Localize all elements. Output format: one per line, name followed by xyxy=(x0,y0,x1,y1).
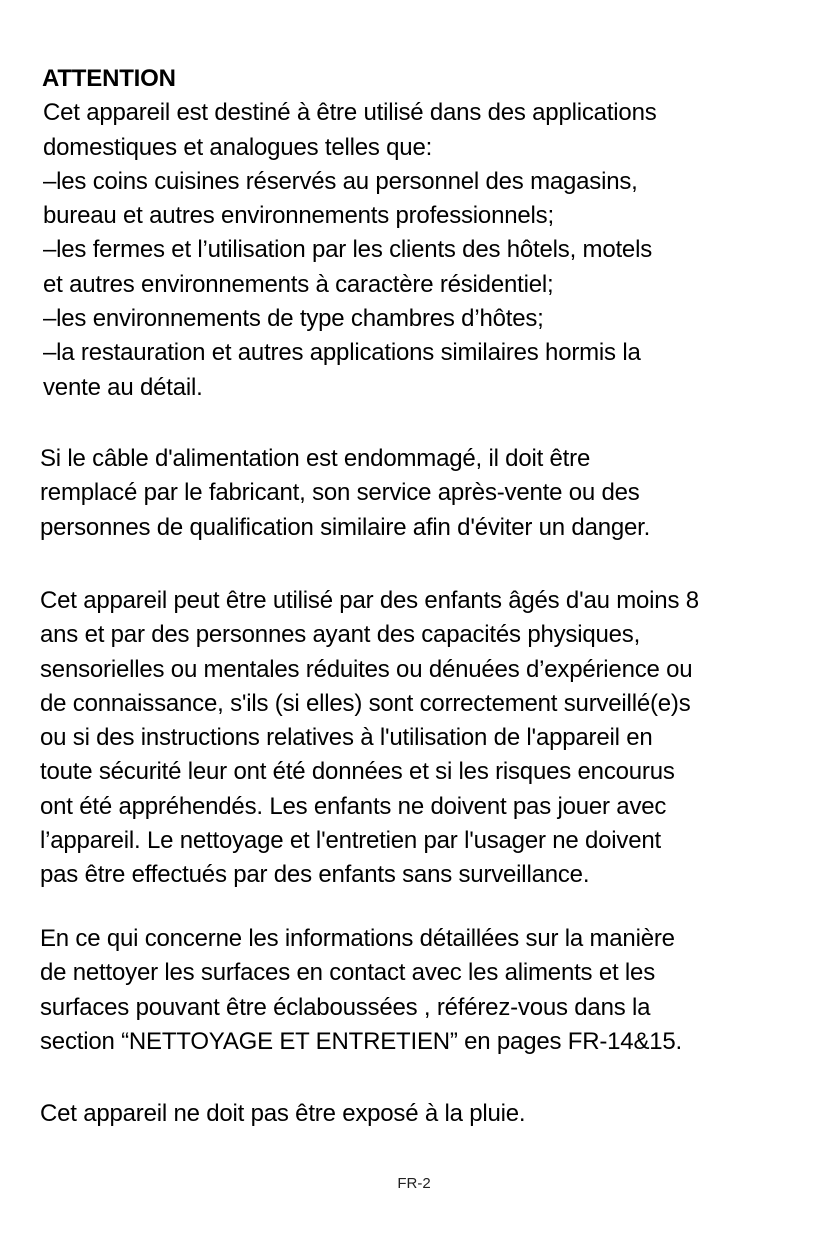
cable-warning-line: personnes de qualification similaire afin d'éviter un danger. xyxy=(40,513,651,541)
rain-warning xyxy=(40,1097,820,1131)
children-warning-line: pas être effectués par des enfants sans surveillance. xyxy=(40,861,590,889)
attention-line: –la restauration et autres applications similaires hormis la xyxy=(43,339,641,367)
cleaning-info xyxy=(40,922,820,1059)
attention-heading: ATTENTION xyxy=(42,65,176,92)
cleaning-info-line: section “NETTOYAGE ET ENTRETIEN” en pages FR-14&15. xyxy=(40,1027,683,1055)
children-warning-line: ou si des instructions relatives à l'utilisation de l'appareil en xyxy=(40,724,653,752)
children-warning-line: ont été appréhendés. Les enfants ne doivent pas jouer avec xyxy=(40,792,667,820)
power-cable-warning xyxy=(40,442,820,545)
attention-line: bureau et autres environnements professionnels; xyxy=(43,202,554,230)
cable-warning-line: remplacé par le fabricant, son service après-vente ou des xyxy=(40,479,640,507)
children-warning-line: l’appareil. Le nettoyage et l'entretien par l'usager ne doivent xyxy=(40,827,661,855)
cleaning-info-line: de nettoyer les surfaces en contact avec les aliments et les xyxy=(40,959,655,987)
attention-line: vente au détail. xyxy=(43,373,203,401)
children-safety-warning xyxy=(40,584,820,893)
attention-line: –les coins cuisines réservés au personnel des magasins, xyxy=(43,167,638,195)
children-warning-line: de connaissance, s'ils (si elles) sont correctement surveillé(e)s xyxy=(40,689,691,717)
rain-warning-line: Cet appareil ne doit pas être exposé à la pluie. xyxy=(40,1100,526,1127)
attention-line: –les fermes et l’utilisation par les clients des hôtels, motels xyxy=(43,236,653,264)
attention-line: –les environnements de type chambres d’hôtes; xyxy=(43,305,544,333)
attention-section xyxy=(40,62,820,405)
children-warning-line: Cet appareil peut être utilisé par des enfants âgés d'au moins 8 xyxy=(40,587,699,614)
children-warning-line: sensorielles ou mentales réduites ou dénuées d’expérience ou xyxy=(40,655,693,683)
attention-line: et autres environnements à caractère résidentiel; xyxy=(43,270,554,298)
children-warning-line: toute sécurité leur ont été données et si les risques encourus xyxy=(40,758,675,786)
cleaning-info-line: En ce qui concerne les informations détaillées sur la manière xyxy=(40,925,675,952)
cleaning-info-line: surfaces pouvant être éclaboussées , référez-vous dans la xyxy=(40,993,651,1021)
attention-line: Cet appareil est destiné à être utilisé dans des applications xyxy=(43,99,657,127)
cable-warning-line: Si le câble d'alimentation est endommagé, il doit être xyxy=(40,445,591,472)
attention-line: domestiques et analogues telles que: xyxy=(43,133,433,161)
page-number: FR-2 xyxy=(397,1175,431,1192)
children-warning-line: ans et par des personnes ayant des capacités physiques, xyxy=(40,621,641,649)
